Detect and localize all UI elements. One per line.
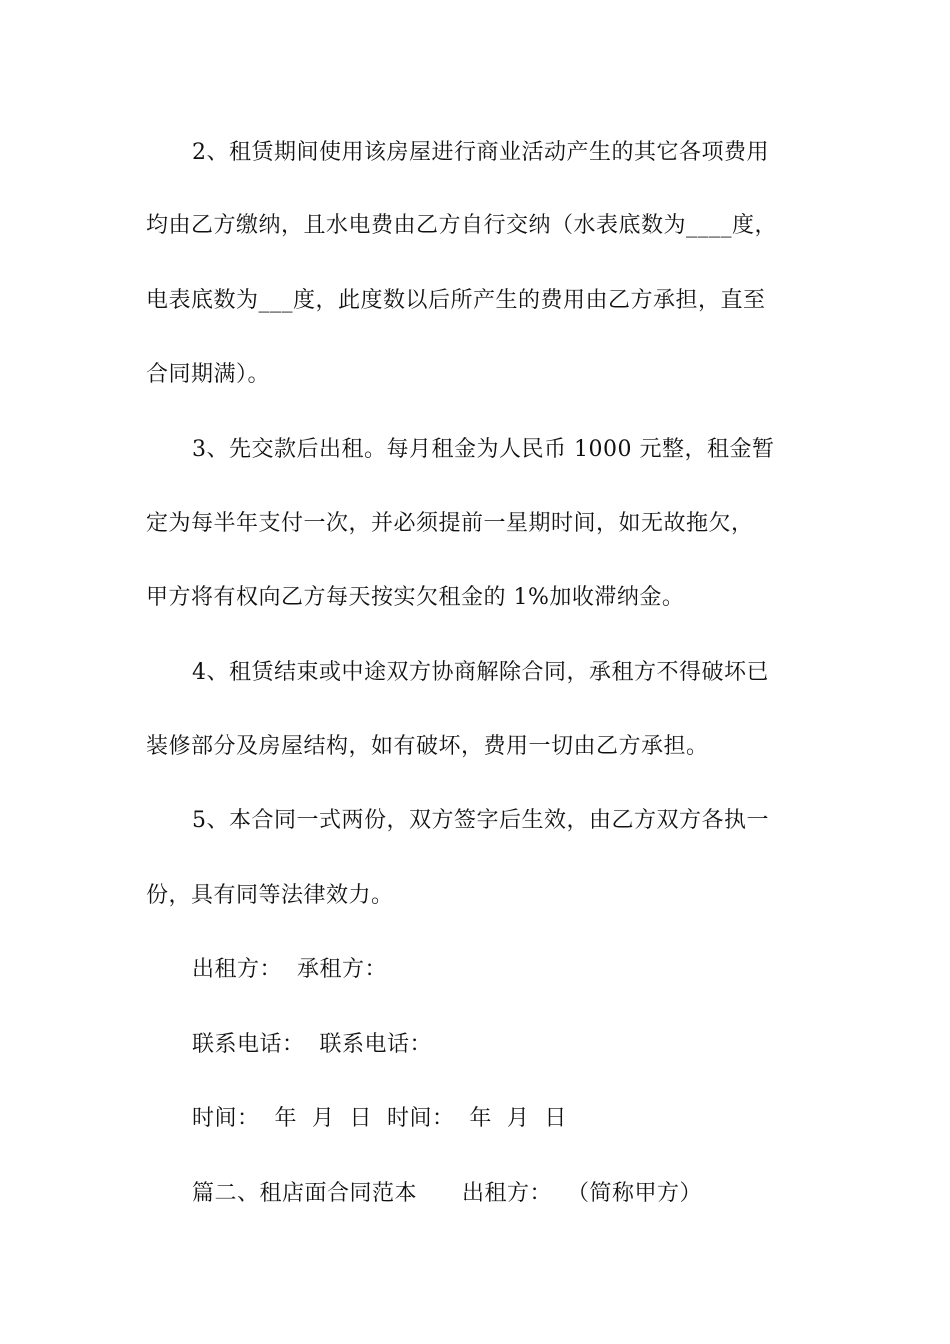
paragraph-4-line-2: 装修部分及房屋结构，如有破坏，费用一切由乙方承担。 bbox=[146, 734, 709, 759]
paragraph-3-line-2: 定为每半年支付一次，并必须提前一星期时间，如无故拖欠， bbox=[146, 511, 754, 536]
paragraph-2-line-4: 合同期满）。 bbox=[146, 362, 271, 387]
paragraph-2-line-1: 2、租赁期间使用该房屋进行商业活动产生的其它各项费用 bbox=[192, 140, 769, 165]
signature-parties: 出租方： 承租方： bbox=[192, 957, 387, 982]
paragraph-2-line-2: 均由乙方缴纳，且水电费由乙方自行交纳（水表底数为____度， bbox=[146, 213, 778, 238]
signature-dates: 时间： 年 月 日 时间： 年 月 日 bbox=[192, 1106, 567, 1131]
section-two-heading: 篇二、租店面合同范本 出租方： （简称甲方） bbox=[192, 1181, 702, 1206]
paragraph-5-line-2: 份，具有同等法律效力。 bbox=[146, 883, 394, 908]
paragraph-3-line-3: 甲方将有权向乙方每天按实欠租金的 1%加收滞纳金。 bbox=[146, 585, 685, 610]
paragraph-4-line-1: 4、租赁结束或中途双方协商解除合同，承租方不得破坏已 bbox=[192, 660, 769, 685]
paragraph-3-line-1: 3、先交款后出租。每月租金为人民币 1000 元整，租金暂 bbox=[192, 437, 775, 462]
paragraph-2-line-3: 电表底数为___度，此度数以后所产生的费用由乙方承担，直至 bbox=[146, 288, 766, 313]
paragraph-5-line-1: 5、本合同一式两份，双方签字后生效，由乙方双方各执一 bbox=[192, 808, 769, 833]
signature-phones: 联系电话： 联系电话： bbox=[192, 1032, 432, 1057]
